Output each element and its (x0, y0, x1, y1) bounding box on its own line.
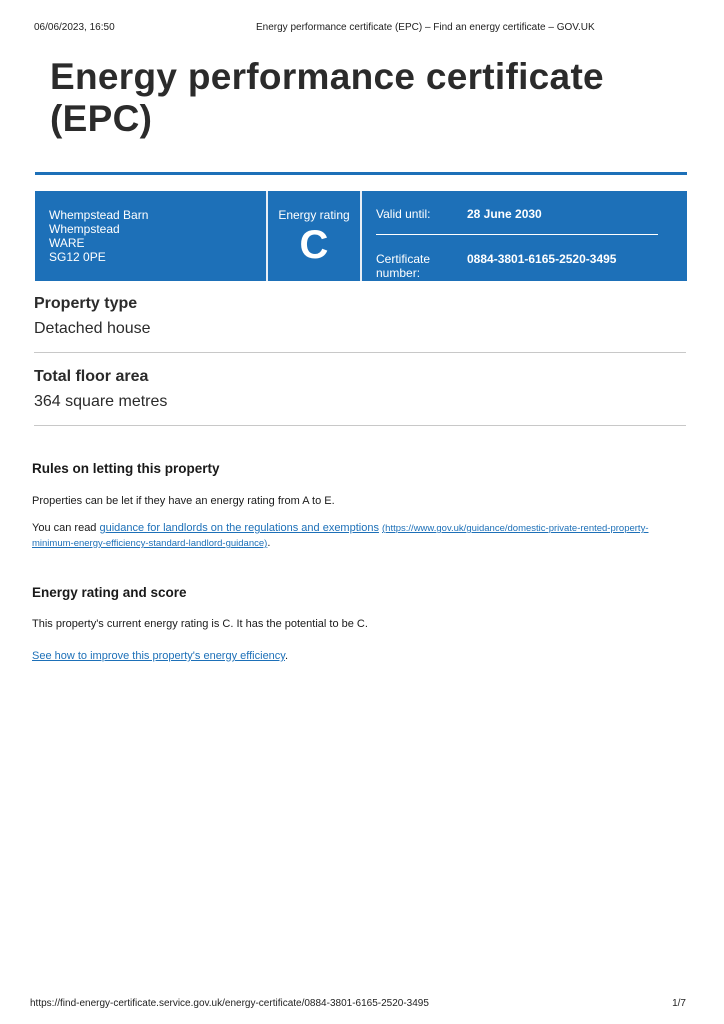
valid-until-label: Valid until: (376, 207, 431, 221)
landlord-guidance-link[interactable]: guidance for landlords on the regulations and exemptions (99, 522, 379, 534)
letting-rules-heading: Rules on letting this property (32, 461, 220, 476)
energy-rating-text: This property's current energy rating is C. It has the potential to be C. (32, 618, 368, 630)
summary-divider (360, 191, 362, 281)
certificate-number-label: Certificate number: (376, 252, 431, 280)
energy-rating-letter: C (299, 223, 329, 267)
improve-energy-efficiency-link[interactable]: See how to improve this property's energy efficiency (32, 650, 285, 662)
section-divider (34, 352, 686, 353)
section-divider (34, 425, 686, 426)
page-title: Energy performance certificate (EPC) (50, 56, 604, 139)
property-address (49, 208, 148, 264)
property-type-heading: Property type (34, 295, 138, 312)
letting-guidance-text (32, 521, 682, 551)
address-line: SG12 0PE (49, 250, 106, 264)
summary-row-divider (376, 234, 658, 235)
energy-link-suffix: . (284, 650, 289, 662)
letting-rules-text: Properties can be let if they have an energy rating from A to E. (32, 495, 335, 507)
energy-rating-panel (268, 191, 360, 281)
valid-until-value: 28 June 2030 (467, 207, 542, 221)
energy-rating-score-heading: Energy rating and score (32, 585, 187, 600)
epc-summary-box (35, 191, 687, 281)
property-type-value: Detached house (34, 320, 151, 337)
address-line: WARE (49, 236, 85, 250)
print-footer-url: https://find-energy-certificate.service.gov.uk/energy-certificate/0884-3801-6165-2520-3495 (30, 998, 429, 1009)
energy-improve-paragraph (32, 649, 682, 663)
address-line: Whempstead Barn (49, 208, 149, 222)
title-divider (35, 172, 687, 175)
letting-guidance-prefix: You can read (32, 522, 100, 534)
print-datetime: 06/06/2023, 16:50 (34, 22, 115, 33)
print-document-title: Energy performance certificate (EPC) – Find an energy certificate – GOV.UK (256, 22, 595, 33)
floor-area-heading: Total floor area (34, 368, 149, 385)
energy-rating-label: Energy rating (278, 208, 350, 222)
print-page-number: 1/7 (672, 998, 686, 1009)
landlord-guidance-url[interactable]: (https://www.gov.uk/guidance/domestic-private-rented-property-minimum-energy-efficiency-standard-landlord-guidance) (32, 523, 649, 549)
certificate-number-value: 0884-3801-6165-2520-3495 (467, 252, 617, 266)
floor-area-value: 364 square metres (34, 393, 168, 410)
letting-guidance-suffix: . (267, 537, 271, 549)
address-line: Whempstead (49, 222, 120, 236)
